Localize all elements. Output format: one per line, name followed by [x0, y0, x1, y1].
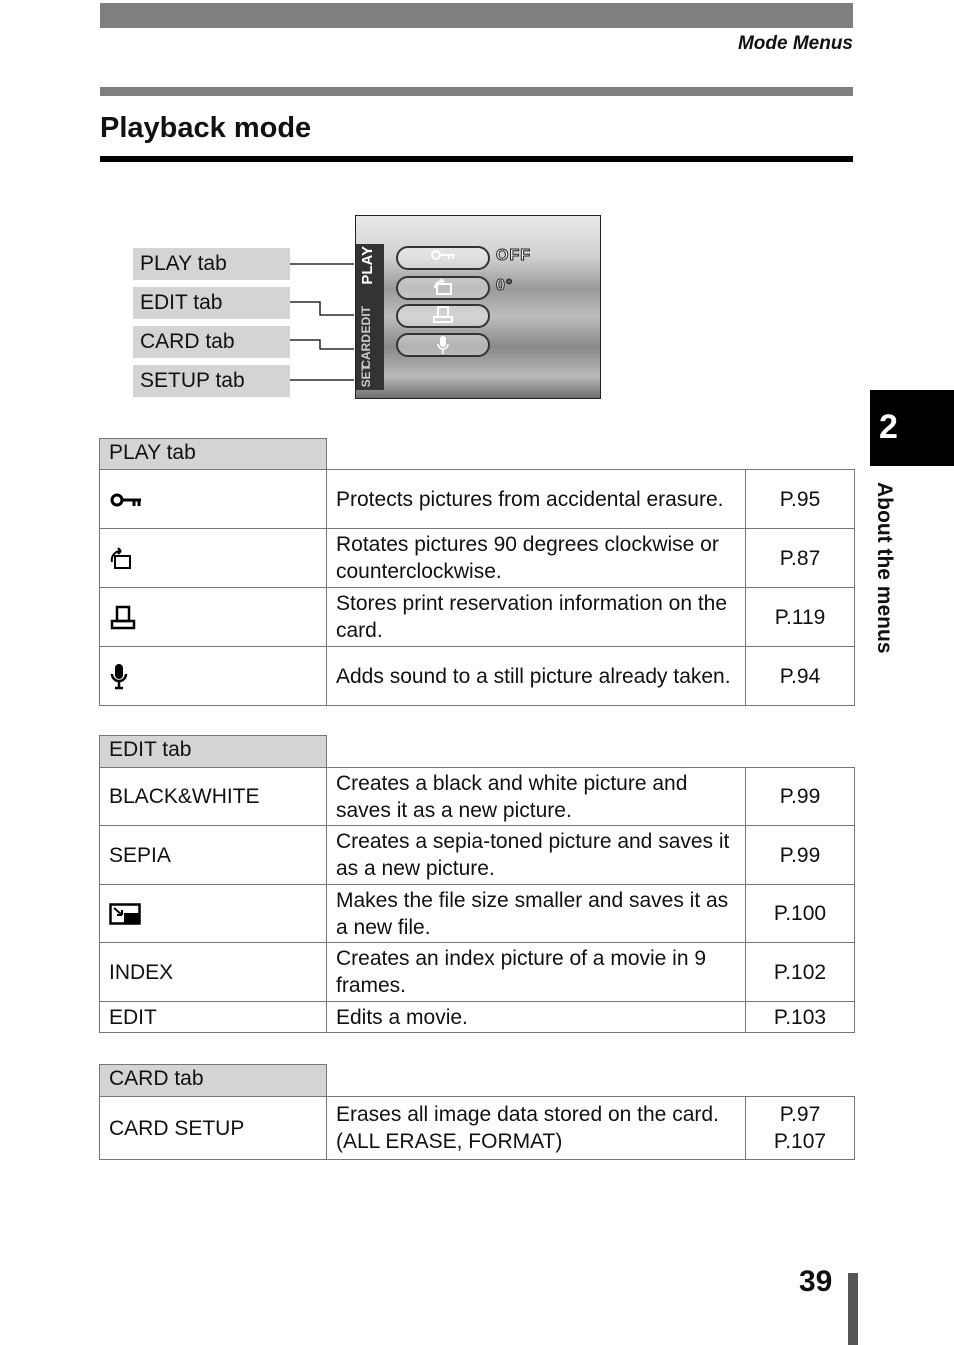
- card-tab-table: [99, 1064, 855, 1160]
- page-ref: P.99: [746, 768, 855, 826]
- row-description: Rotates pictures 90 degrees clockwise or counterclockwise.: [327, 529, 746, 588]
- row-description: Adds sound to a still picture already taken.: [327, 647, 746, 706]
- label-setup-tab: SETUP tab: [133, 365, 290, 397]
- row-description: Creates an index picture of a movie in 9 frames.: [327, 943, 746, 1002]
- row-description-line2: (ALL ERASE, FORMAT): [336, 1130, 563, 1153]
- page-ref: P.103: [746, 1002, 855, 1033]
- page-ref: P.119: [746, 588, 855, 647]
- table-row: [100, 647, 855, 706]
- edit-tab-table: [99, 735, 855, 1033]
- row-label: SEPIA: [100, 826, 327, 885]
- chapter-tab: [870, 390, 954, 466]
- rotate-icon: [109, 547, 135, 571]
- table-row: [100, 768, 855, 826]
- row-description: Creates a sepia-toned picture and saves it as a new picture.: [327, 826, 746, 885]
- table-row: [100, 943, 855, 1002]
- section-label: Mode Menus: [737, 33, 853, 54]
- table-row: [100, 885, 855, 943]
- rotate-icon: [432, 278, 454, 296]
- page-ref: P.95: [746, 470, 855, 529]
- leader-lines: [290, 240, 360, 400]
- chapter-number: 2: [879, 408, 898, 446]
- protect-key-icon: [429, 248, 457, 262]
- screen-tab-edit: EDIT: [359, 306, 373, 334]
- page-ref: P.99: [746, 826, 855, 885]
- screen-tab-set: SET: [359, 364, 373, 388]
- row-description: Protects pictures from accidental erasure.: [327, 470, 746, 529]
- row-description: Edits a movie.: [327, 1002, 746, 1033]
- screen-rotate-option: [396, 276, 490, 300]
- label-play-tab: PLAY tab: [133, 248, 290, 280]
- row-label: INDEX: [100, 943, 327, 1002]
- page-number: 39: [799, 1265, 833, 1298]
- print-reservation-icon: [109, 605, 137, 631]
- page-ref: P.100: [746, 885, 855, 943]
- row-description-line1: Erases all image data stored on the card.: [336, 1103, 719, 1126]
- table-header: PLAY tab: [100, 439, 327, 470]
- protect-key-icon: [109, 491, 143, 509]
- camera-screen: [355, 215, 601, 399]
- screen-protect-value: OFF: [496, 247, 531, 264]
- microphone-icon: [109, 662, 129, 690]
- label-card-tab: CARD tab: [133, 326, 290, 358]
- row-description: Makes the file size smaller and saves it as a new file.: [327, 885, 746, 943]
- table-header: EDIT tab: [100, 736, 327, 768]
- table-row: [100, 1097, 855, 1160]
- table-header: CARD tab: [100, 1065, 327, 1097]
- title-bar: [100, 87, 853, 96]
- table-row: [100, 1002, 855, 1033]
- screen-tab-card: CARD: [359, 334, 373, 369]
- screen-sound-option: [396, 333, 490, 357]
- page-number-bar: [848, 1273, 858, 1345]
- row-label: CARD SETUP: [100, 1097, 327, 1160]
- page-ref: P.97: [779, 1103, 821, 1126]
- row-description: Stores print reservation information on the card.: [327, 588, 746, 647]
- resize-icon: [109, 903, 141, 925]
- page-title: Playback mode: [100, 112, 312, 144]
- page-ref: P.87: [746, 529, 855, 588]
- page-ref: P.107: [773, 1130, 827, 1153]
- screen-tab-play: PLAY: [359, 246, 376, 285]
- title-rule: [100, 156, 853, 162]
- row-description: Creates a black and white picture and saves it as a new picture.: [327, 768, 746, 826]
- table-row: [100, 529, 855, 588]
- play-tab-table: [99, 438, 855, 706]
- screen-rotate-value: 0°: [496, 277, 514, 294]
- screen-print-option: [396, 304, 490, 328]
- table-row: [100, 470, 855, 529]
- chapter-label: About the menus: [873, 482, 896, 654]
- page-ref: P.102: [746, 943, 855, 1002]
- microphone-icon: [436, 335, 450, 355]
- screen-protect-option: [396, 246, 490, 270]
- header-bar: [100, 3, 853, 28]
- print-reservation-icon: [432, 306, 454, 324]
- row-label: BLACK&WHITE: [100, 768, 327, 826]
- table-row: [100, 588, 855, 647]
- page-ref: P.94: [746, 647, 855, 706]
- table-row: [100, 826, 855, 885]
- row-label: EDIT: [100, 1002, 327, 1033]
- label-edit-tab: EDIT tab: [133, 287, 290, 319]
